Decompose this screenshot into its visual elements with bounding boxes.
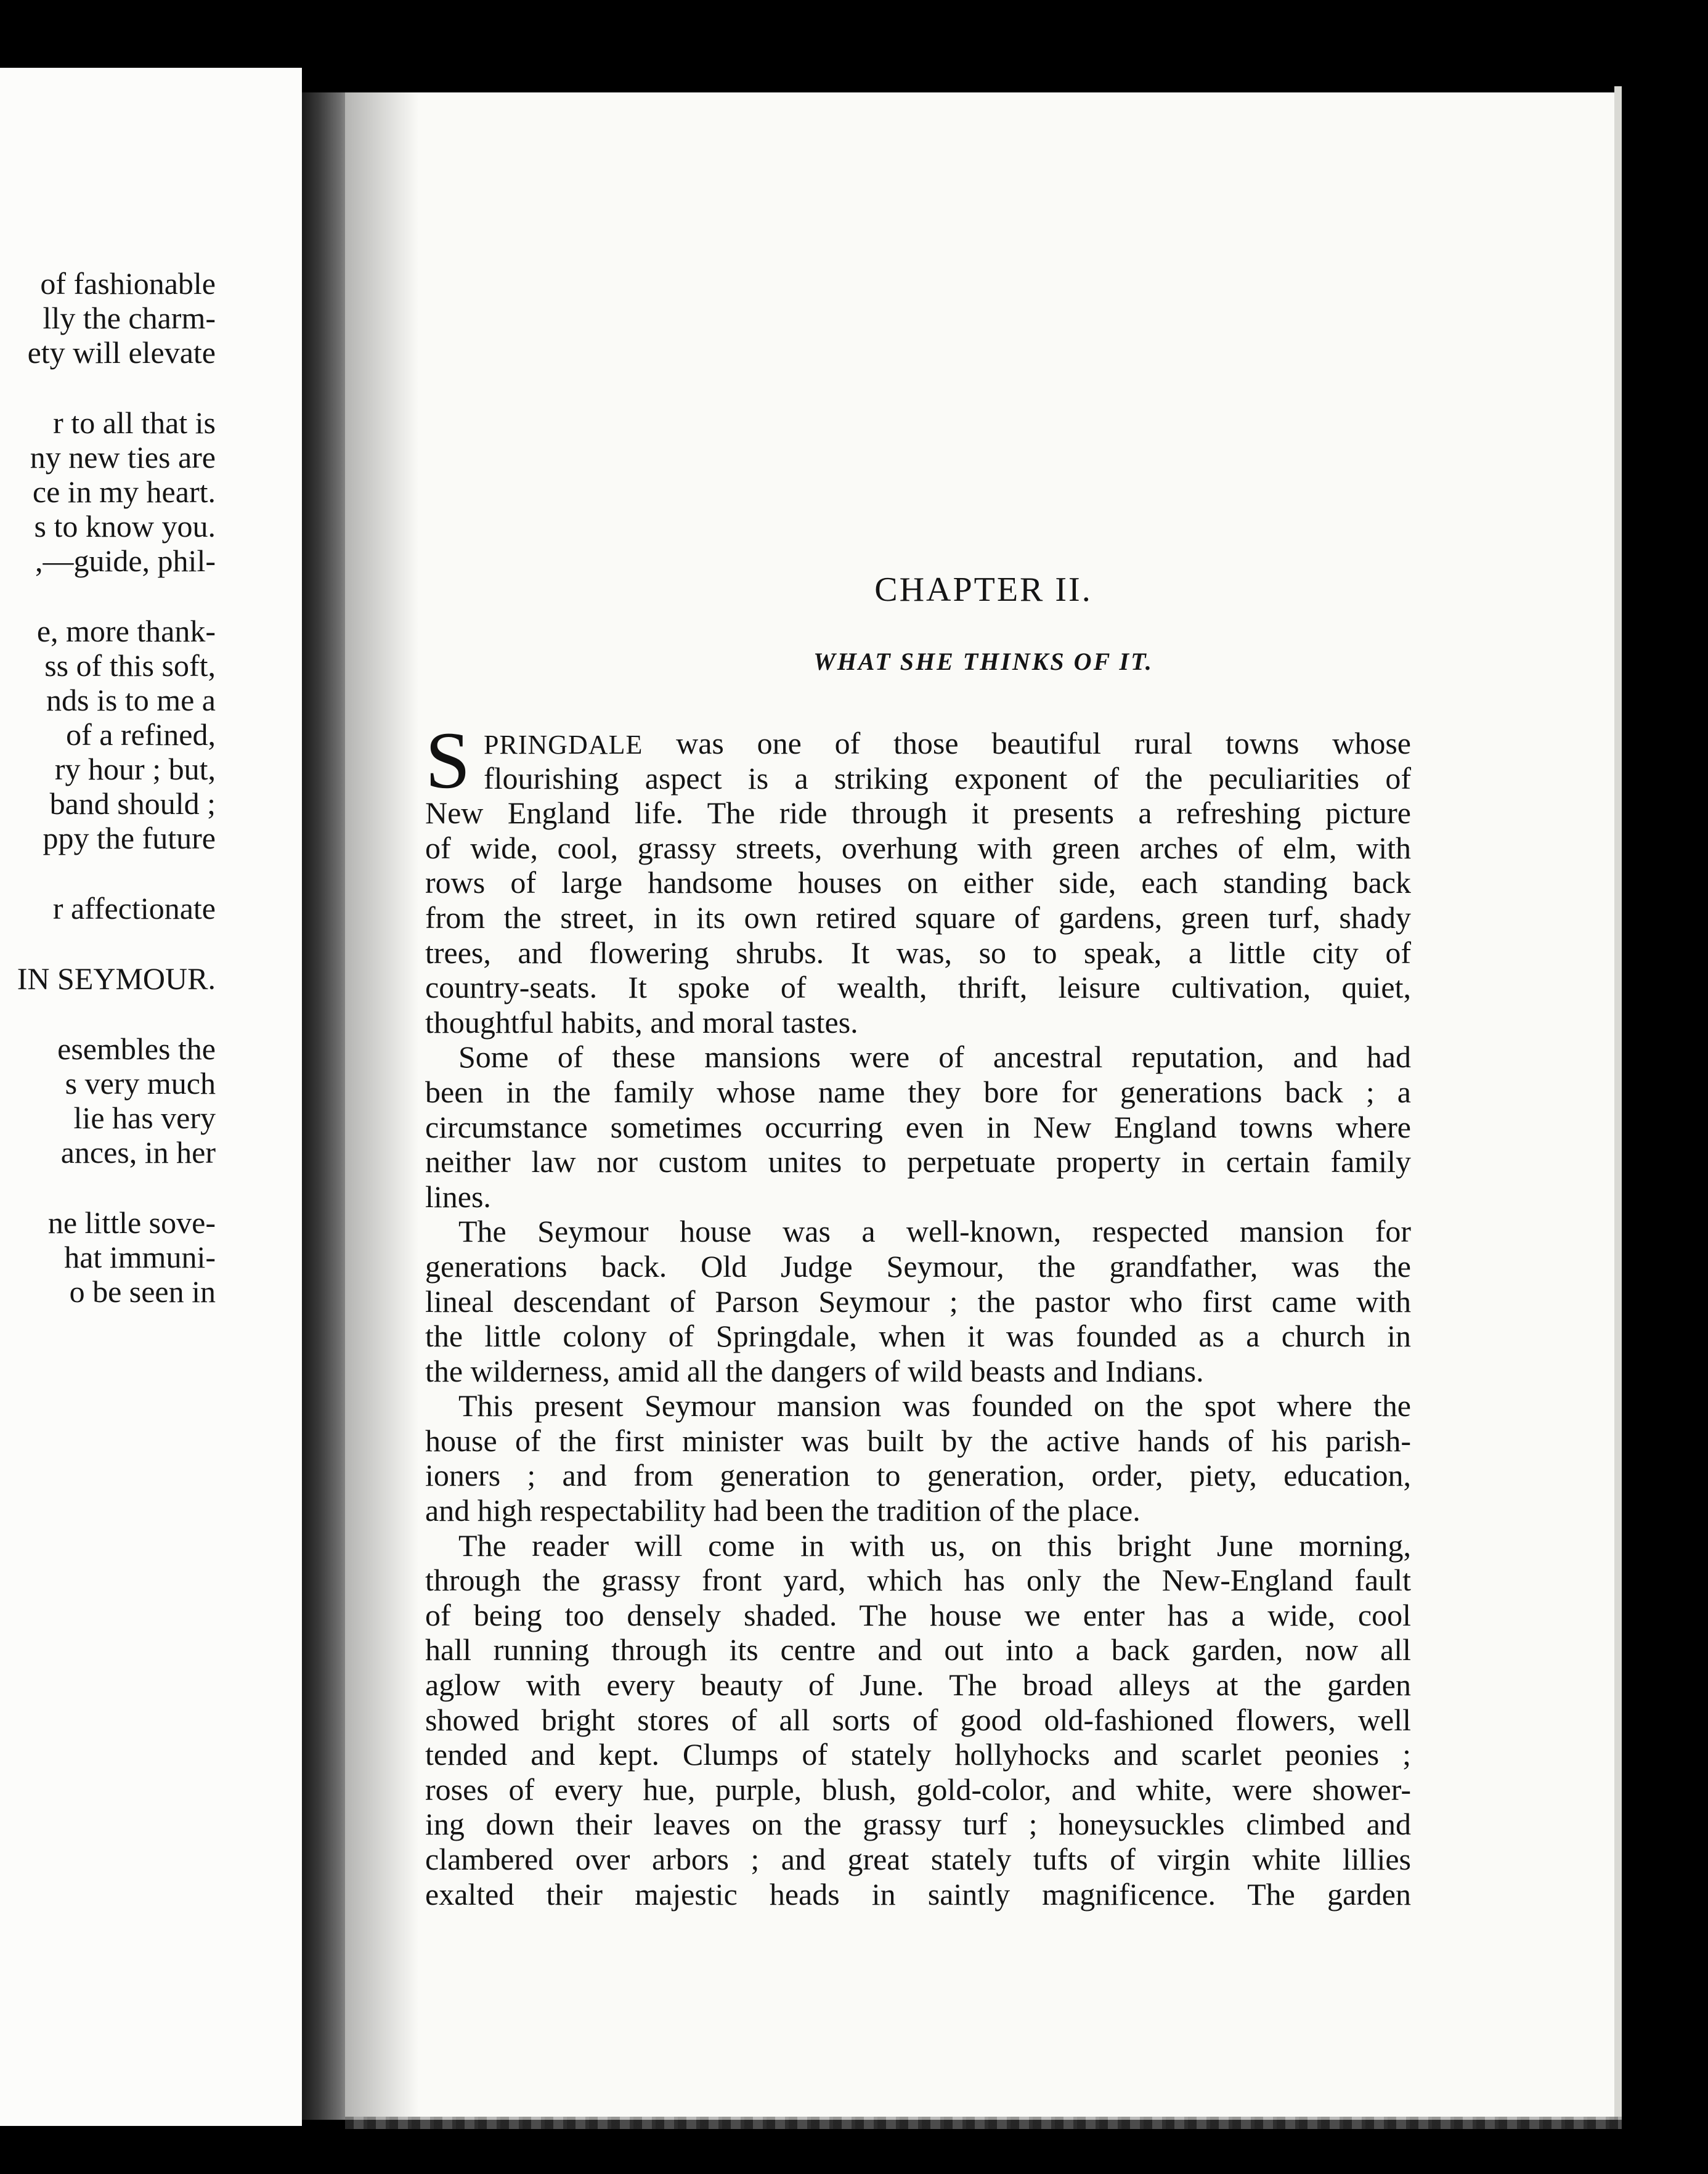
text-line: through the grassy front yard, which has only the New-England fault <box>425 1563 1411 1598</box>
text-line: exalted their majestic heads in saintly magnificence. The garden <box>425 1876 1411 1911</box>
text-line: ing down their leaves on the grassy turf ; honeysuckles climbed and <box>425 1807 1411 1842</box>
text-line: of being too densely shaded. The house we enter has a wide, cool <box>425 1597 1411 1632</box>
left-page-line: ety will elevate <box>27 335 216 370</box>
text-line: rows of large handsome houses on either side, each standing back <box>425 865 1411 900</box>
left-page-line: ,—guide, phil- <box>35 544 216 578</box>
text-line: roses of every hue, purple, blush, gold-color, and white, were shower- <box>425 1772 1411 1807</box>
text-line: circumstance sometimes occurring even in New England towns where <box>425 1109 1411 1144</box>
text-line: generations back. Old Judge Seymour, the grandfather, was the <box>425 1248 1411 1284</box>
chapter-subtitle: WHAT SHE THINKS OF IT. <box>813 648 1153 675</box>
text-line: thoughtful habits, and moral tastes. <box>425 1004 858 1040</box>
left-page-line: lly the charm- <box>43 301 216 335</box>
page-bottom-edge <box>345 2117 1622 2129</box>
text-line: from the street, in its own retired square of gardens, green turf, shady <box>425 900 1411 935</box>
text-line: flourishing aspect is a striking exponent of the peculiarities of <box>484 760 1411 796</box>
chapter-title: CHAPTER II. <box>874 571 1092 609</box>
left-page-line: r affectionate <box>52 891 216 926</box>
text-line: been in the family whose name they bore for generations back ; a <box>425 1074 1411 1109</box>
text-line: country-seats. It spoke of wealth, thrift, leisure cultivation, quiet, <box>425 970 1411 1005</box>
left-page-line: ances, in her <box>60 1135 216 1170</box>
left-page-line: ss of this soft, <box>44 648 216 683</box>
text-line: trees, and flowering shrubs. It was, so to speak, a little city of <box>425 935 1411 970</box>
left-page-line: r to all that is <box>53 405 216 440</box>
text-line: showed bright stores of all sorts of good old-fashioned flowers, well <box>425 1702 1411 1737</box>
left-page-line: ne little sove- <box>47 1205 216 1240</box>
left-page-line: ce in my heart. <box>32 474 216 509</box>
text-line: ioners ; and from generation to generation, order, piety, education, <box>425 1458 1411 1493</box>
page-edge <box>1614 86 1622 2120</box>
text-line: and high respectability had been the tradition of the place. <box>425 1493 1141 1528</box>
left-page-line: e, more thank- <box>36 614 216 648</box>
text-line: The reader will come in with us, on this bright June morning, <box>458 1528 1411 1563</box>
left-page-line: s to know you. <box>34 509 216 544</box>
text-line: hall running through its centre and out into a back garden, now all <box>425 1632 1411 1667</box>
text-line: tended and kept. Clumps of stately hollyhocks and scarlet peonies ; <box>425 1737 1411 1772</box>
left-page-line: of fashionable <box>40 266 216 301</box>
text-line: lineal descendant of Parson Seymour ; the pastor who first came with <box>425 1284 1411 1319</box>
left-page-line: lie has very <box>73 1101 216 1135</box>
text-line: house of the first minister was built by the active hands of his parish- <box>425 1423 1411 1458</box>
left-page-line: IN SEYMOUR. <box>17 961 216 996</box>
text-line-content: was one of those beautiful rural towns whose <box>676 726 1411 760</box>
left-page-line: ppy the future <box>43 821 216 855</box>
left-page <box>0 68 302 2126</box>
left-page-line: band should ; <box>49 786 216 821</box>
text-line: lines. <box>425 1179 491 1214</box>
text-line: aglow with every beauty of June. The broad alleys at the garden <box>425 1667 1411 1703</box>
left-page-line: ry hour ; but, <box>54 752 216 786</box>
left-page-line: o be seen in <box>69 1274 216 1309</box>
first-word: PRINGDALE <box>484 730 643 760</box>
text-line: of wide, cool, grassy streets, overhung with green arches of elm, with <box>425 830 1411 865</box>
left-page-line: hat immuni- <box>64 1240 216 1274</box>
left-page-line: nds is to me a <box>46 683 216 717</box>
text-line: clambered over arbors ; and great stately tufts of virgin white lillies <box>425 1842 1411 1876</box>
left-page-line: esembles the <box>57 1032 216 1066</box>
left-page-line: s very much <box>65 1066 216 1101</box>
text-line: Some of these mansions were of ancestral reputation, and had <box>458 1040 1411 1075</box>
text-line: New England life. The ride through it presents a refreshing picture <box>425 796 1411 831</box>
body-text <box>425 715 1411 1911</box>
text-line: neither law nor custom unites to perpetuate property in certain family <box>425 1144 1411 1179</box>
text-line <box>425 726 1411 761</box>
left-page-line: of a refined, <box>66 717 216 752</box>
left-page-line: ny new ties are <box>30 440 216 474</box>
drop-cap: S <box>425 715 471 805</box>
text-line: the wilderness, amid all the dangers of wild beasts and Indians. <box>425 1353 1204 1388</box>
text-line: This present Seymour mansion was founded on the spot where the <box>458 1388 1411 1423</box>
text-line: The Seymour house was a well-known, respected mansion for <box>458 1214 1411 1249</box>
right-page <box>345 92 1622 2120</box>
text-line: the little colony of Springdale, when it was founded as a church in <box>425 1319 1411 1354</box>
